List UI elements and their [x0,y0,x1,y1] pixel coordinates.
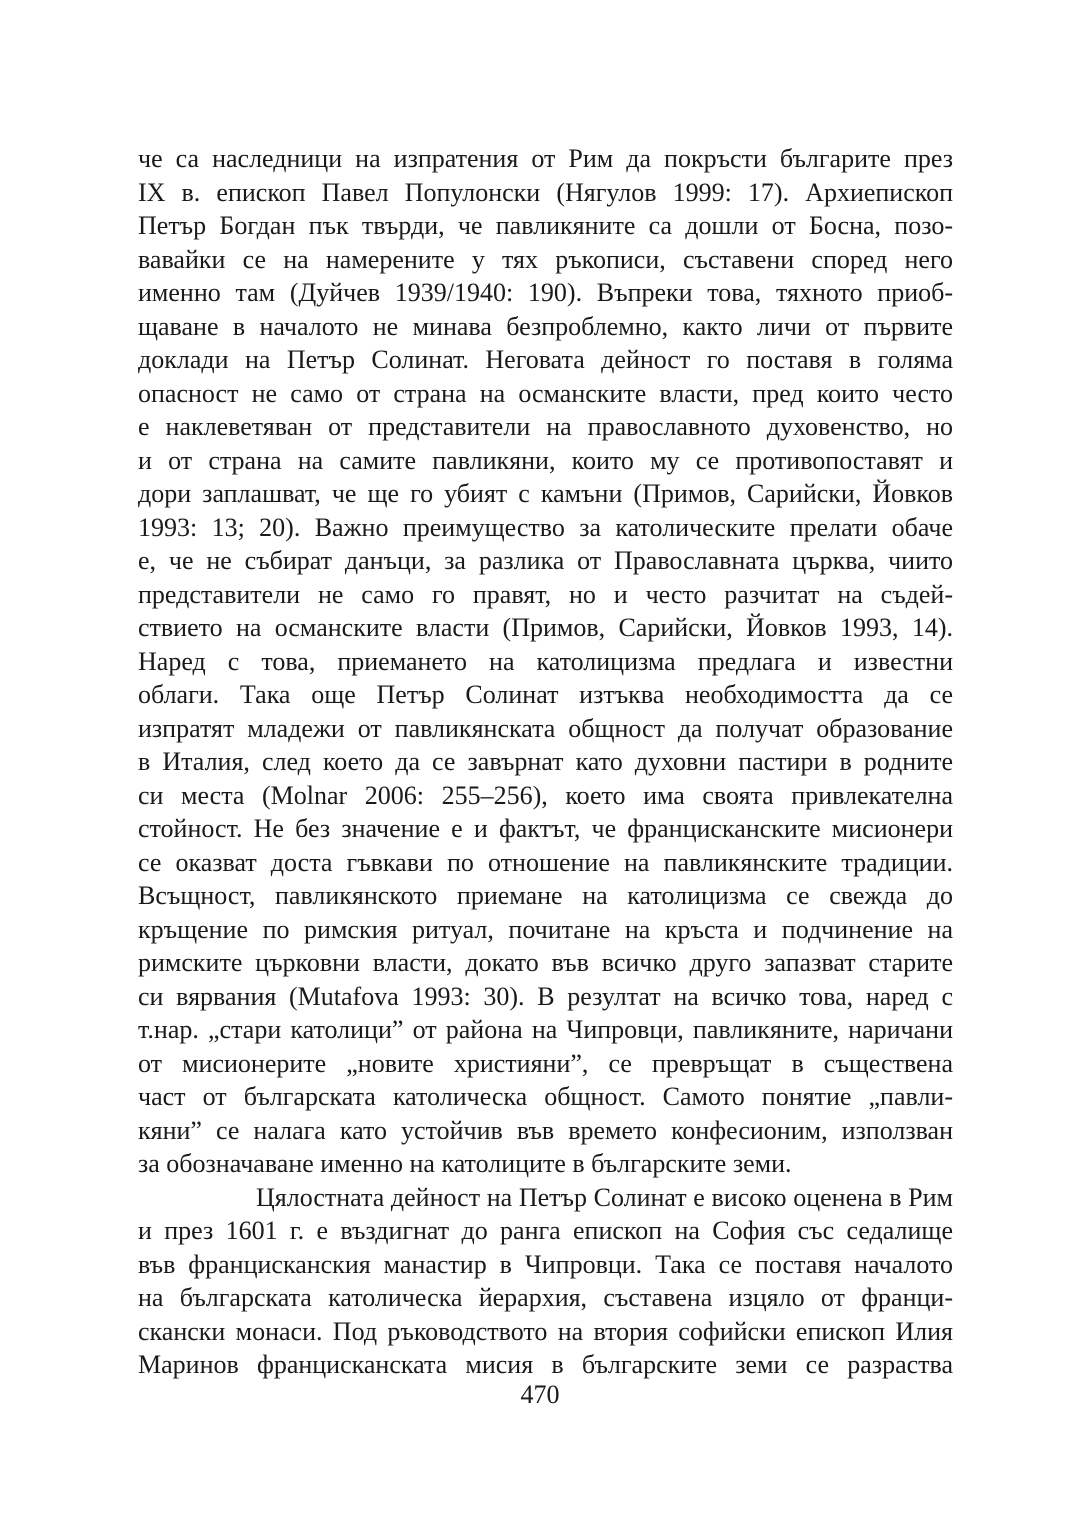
text-line: IX в. епископ Павел Популонски (Нягулов 1999: 17). Архиепископ [138,177,953,207]
text-line: представители не само го правят, но и често разчитат на съдей- [138,579,953,609]
text-line: скански монаси. Под ръководството на втория софийски епископ Илия [138,1316,953,1346]
text-line: на българската католическа йерархия, съставена изцяло от франци- [138,1283,953,1312]
text-line: кяни” се налага като устойчив във времето конфесионим, използван [138,1115,953,1145]
text-line: Маринов францисканската мисия в българските земи се разраства [138,1350,953,1379]
body-text [138,142,953,1382]
paragraph-2 [138,1181,953,1382]
text-line: и през 1601 г. е въздигнат до ранга епископ на София със седалище [138,1216,953,1245]
text-line: от мисионерите „новите християни”, се превръщат в съществена [138,1048,953,1078]
text-line: във францисканския манастир в Чипровци. Така се поставя началото [138,1249,953,1279]
text-line: Наред с това, приемането на католицизма предлага и известни [138,646,953,676]
text-line: и от страна на самите павликяни, които му се противопоставят и [138,445,953,475]
text-line: ствието на османските власти (Примов, Сарийски, Йовков 1993, 14). [138,613,953,642]
page-number: 470 [520,1380,560,1409]
text-line: облаги. Така още Петър Солинат изтъква необходимостта да се [138,680,953,709]
text-line: Всъщност, павликянското приемане на католицизма се свежда до [138,881,953,910]
text-line: т.нар. „стари католици” от района на Чипровци, павликяните, наричани [138,1015,953,1044]
text-line: за обозначаване именно на католиците в българските земи. [138,1149,792,1178]
text-line: 1993: 13; 20). Важно преимущество за католическите прелати обаче [138,512,953,542]
text-line: се оказват доста гъвкави по отношение на павликянските традиции. [138,847,953,877]
text-line: стойност. Не без значение е и фактът, че францисканските мисионери [138,814,953,843]
text-line: Петър Богдан пък твърди, че павликяните са дошли от Босна, позо- [138,211,953,240]
text-line: е наклеветяван от представители на православното духовенство, но [138,412,953,441]
text-line: част от българската католическа общност. Самото понятие „павли- [138,1082,953,1111]
text-line: римските църковни власти, докато във всичко друго запазват старите [138,948,953,977]
text-line: доклади на Петър Солинат. Неговата дейност го поставя в голяма [138,345,953,374]
text-line: изпратят младежи от павликянската общност да получат образование [138,713,953,743]
text-line: си места (Molnar 2006: 255–256), което има своята привлекателна [138,780,953,810]
text-line: в Италия, след което да се завърнат като духовни пастири в родните [138,747,953,776]
text-line: опасност не само от страна на османските власти, пред които често [138,378,953,408]
text-line: си вярвания (Mutafova 1993: 30). В резултат на всичко това, наред с [138,981,953,1011]
text-line: че са наследници на изпратения от Рим да покръсти българите през [138,144,953,173]
paragraph-1 [138,142,953,1181]
text-line: вавайки се на намерените у тях ръкописи, съставени според него [138,244,953,274]
text-line: дори заплашват, че ще го убият с камъни (Примов, Сарийски, Йовков [138,479,953,508]
text-line: е, че не събират данъци, за разлика от Православната църква, чиито [138,546,953,575]
text-line: щаване в началото не минава безпроблемно, както личи от първите [138,311,953,341]
text-line: кръщение по римския ритуал, почитане на кръста и подчинение на [138,914,953,944]
text-line: именно там (Дуйчев 1939/1940: 190). Въпреки това, тяхното приоб- [138,278,953,307]
text-line: Цялостната дейност на Петър Солинат е високо оценена в Рим [256,1182,953,1212]
